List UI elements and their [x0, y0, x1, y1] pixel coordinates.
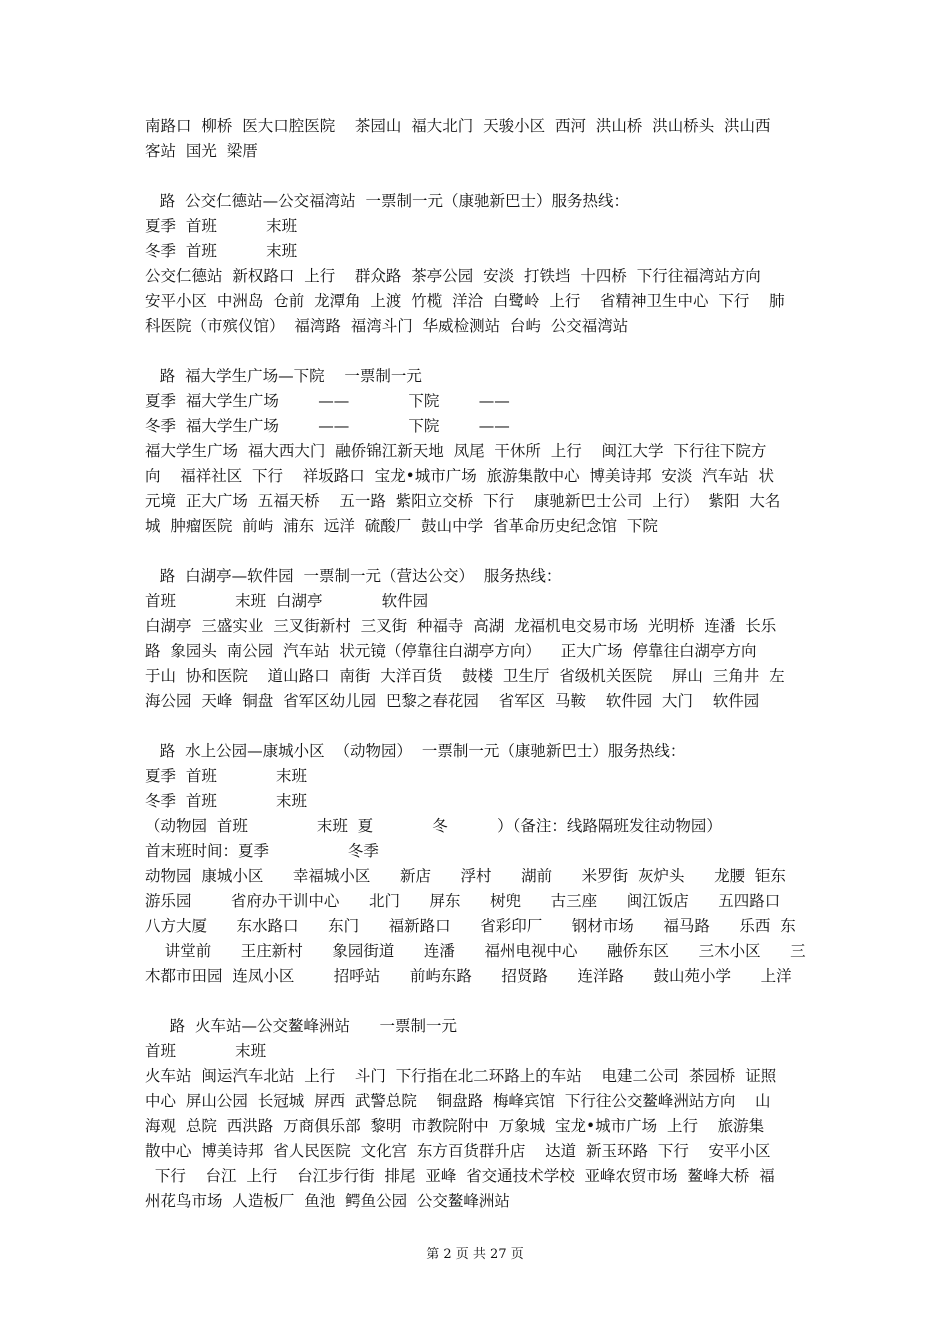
text-line: 公交仁德站 新权路口 上行 群众路 茶亭公园 安淡 打铁垱 十四桥 下行往福湾站方向 — [145, 267, 761, 285]
section-route-huochezhan-aofengzhou — [145, 1014, 810, 1214]
text-line: （动物园 首班 末班 夏 冬 ）（备注：线路隔班发往动物园） — [145, 817, 722, 835]
text-line: 火车站 闽运汽车北站 上行 斗门 下行指在北二环路上的车站 电建二公司 茶园桥 证照 — [145, 1067, 777, 1085]
text-line: 首末班时间：夏季 冬季 — [145, 842, 379, 860]
text-line: 八方大厦 东水路口 东门 福新路口 省彩印厂 钢材市场 福马路 乐西 东 — [145, 917, 796, 935]
route-header: 路 白湖亭—软件园 一票制一元（营达公交） 服务热线： — [145, 567, 562, 585]
text-line: 游乐园 省府办干训中心 北门 屏东 树兜 古三座 闽江饭店 五四路口 — [145, 892, 781, 910]
text-line: 城 肿瘤医院 前屿 浦东 远洋 硫酸厂 鼓山中学 省革命历史纪念馆 下院 — [145, 517, 658, 535]
text-line: 散中心 博美诗邦 省人民医院 文化宫 东方百货群升店 达道 新玉环路 下行 安平小区 — [145, 1142, 771, 1160]
text-line: 中心 屏山公园 长冠城 屏西 武警总院 铜盘路 梅峰宾馆 下行往公交鳌峰洲站方向 山 — [145, 1092, 771, 1110]
text-line: 科医院（市殡仪馆） 福湾路 福湾斗门 华威检测站 台屿 公交福湾站 — [145, 317, 629, 335]
text-line: 讲堂前 王庄新村 象园街道 连潘 福州电视中心 融侨东区 三木小区 三 — [145, 942, 806, 960]
text-line: 木都市田园 连凤小区 招呼站 前屿东路 招贤路 连洋路 鼓山苑小学 上洋 — [145, 967, 792, 985]
text-line: 冬季 首班 末班 — [145, 792, 307, 810]
text-line: 夏季 首班 末班 — [145, 217, 298, 235]
text-line: 于山 协和医院 道山路口 南街 大洋百货 鼓楼 卫生厅 省级机关医院 屏山 三角井 左 — [145, 667, 785, 685]
text-line: 下行 台江 上行 台江步行街 排尾 亚峰 省交通技术学校 亚峰农贸市场 鳌峰大桥 福 — [145, 1167, 775, 1185]
section-route-baihuting-ruanjianyuan — [145, 564, 810, 714]
text-line: 安平小区 中洲岛 仓前 龙潭角 上渡 竹榄 洋洽 白鹭岭 上行 省精神卫生中心 下行 肺 — [145, 292, 785, 310]
text-line: 客站 国光 梁厝 — [145, 142, 258, 160]
text-line: 白湖亭 三盛实业 三叉街新村 三叉街 种福寺 高湖 龙福机电交易市场 光明桥 连潘 长乐 — [145, 617, 777, 635]
text-line: 州花鸟市场 人造板厂 鱼池 鳄鱼公园 公交鳌峰洲站 — [145, 1192, 510, 1210]
route-header: 路 公交仁德站—公交福湾站 一票制一元（康驰新巴士）服务热线： — [145, 192, 629, 210]
text-line: 南路口 柳桥 医大口腔医院 茶园山 福大北门 天骏小区 西河 洪山桥 洪山桥头 洪山西 — [145, 117, 771, 135]
document-body — [145, 114, 810, 1214]
text-line: 福大学生广场 福大西大门 融侨锦江新天地 凤尾 干休所 上行 闽江大学 下行往下院方 — [145, 442, 767, 460]
text-line: 首班 末班 — [145, 1042, 267, 1060]
route-header: 路 火车站—公交鳌峰洲站 一票制一元 — [145, 1017, 458, 1035]
text-line: 冬季 首班 末班 — [145, 242, 298, 260]
text-line: 夏季 福大学生广场 —— 下院 —— — [145, 392, 510, 410]
section-route-tail — [145, 114, 810, 164]
text-line: 路 象园头 南公园 汽车站 状元镜（停靠往白湖亭方向） 正大广场 停靠往白湖亭方向 — [145, 642, 757, 660]
route-header: 路 水上公园—康城小区 （动物园） 一票制一元（康驰新巴士）服务热线： — [145, 742, 686, 760]
page-footer: 第 2 页 共 27 页 — [426, 1247, 524, 1262]
section-route-shuishang-kangcheng — [145, 739, 810, 989]
section-route-renders-fuwan — [145, 189, 810, 339]
route-header: 路 福大学生广场—下院 一票制一元 — [145, 367, 422, 385]
text-line: 动物园 康城小区 幸福城小区 新店 浮村 湖前 米罗街 灰炉头 龙腰 钜东 — [145, 867, 786, 885]
text-line: 向 福祥社区 下行 祥坂路口 宝龙•城市广场 旅游集散中心 博美诗邦 安淡 汽车站 状 — [145, 467, 775, 485]
text-line: 海公园 天峰 铜盘 省军区幼儿园 巴黎之春花园 省军区 马鞍 软件园 大门 软件园 — [145, 692, 760, 710]
text-line: 元境 正大广场 五福天桥 五一路 紫阳立交桥 下行 康驰新巴士公司 上行） 紫阳 大名 — [145, 492, 781, 510]
text-line: 首班 末班 白湖亭 软件园 — [145, 592, 429, 610]
text-line: 冬季 福大学生广场 —— 下院 —— — [145, 417, 510, 435]
text-line: 夏季 首班 末班 — [145, 767, 307, 785]
text-line: 海观 总院 西洪路 万商俱乐部 黎明 市教院附中 万象城 宝龙•城市广场 上行 旅游集 — [145, 1117, 765, 1135]
section-route-fuda-xiayuan — [145, 364, 810, 539]
